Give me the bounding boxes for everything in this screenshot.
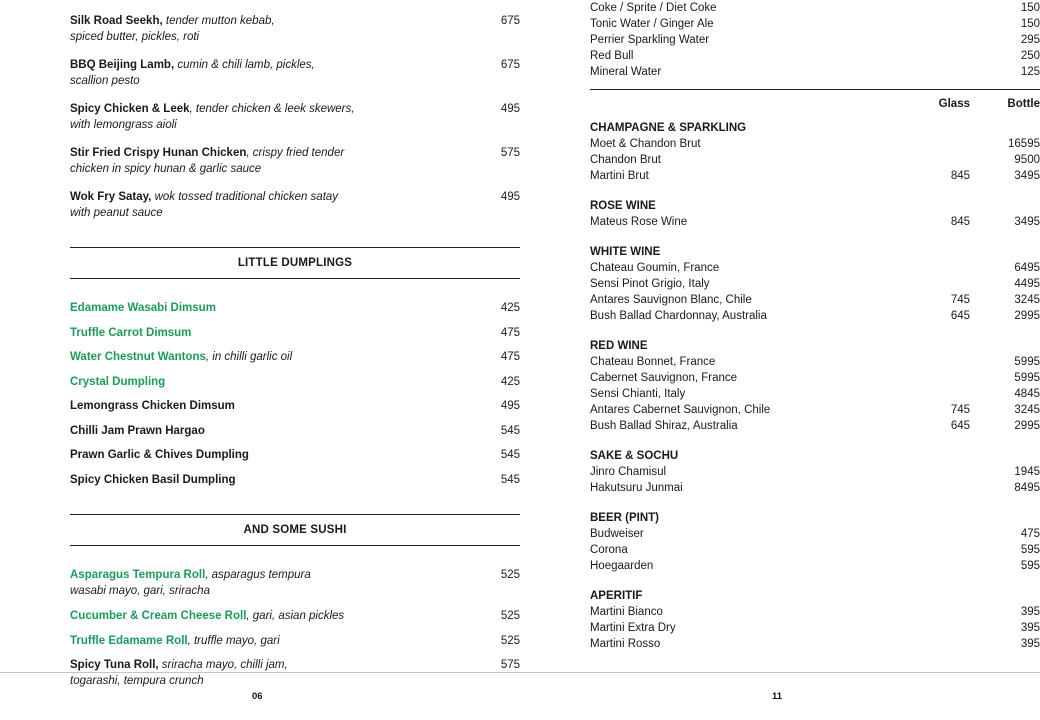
drink-name: Red Bull: [590, 50, 634, 62]
menu-item: [70, 473, 520, 489]
menu-item-description-line2: with peanut sauce: [70, 206, 163, 219]
menu-item-description-line2: scallion pesto: [70, 74, 140, 87]
drink-row: [590, 276, 1040, 292]
drink-name: Chateau Goumin, France: [590, 262, 720, 274]
column-header-name: [590, 98, 900, 110]
drink-bottle-price: 150: [1020, 18, 1040, 30]
menu-item-price: 525: [500, 610, 520, 622]
dumpling-item-list: [70, 301, 520, 488]
menu-item-name: Asparagus Tempura Roll: [70, 569, 206, 581]
drink-row: [590, 354, 1040, 370]
menu-item-price: 525: [500, 634, 520, 647]
section-header-dumplings: LITTLE DUMPLINGS: [70, 247, 520, 279]
menu-item: [70, 399, 520, 415]
menu-item: [70, 190, 520, 221]
drink-category-title: ROSE WINE: [590, 200, 656, 212]
menu-item: [70, 448, 520, 464]
menu-item-name: Cucumber & Cream Cheese Roll: [70, 610, 247, 622]
menu-item: [70, 326, 520, 342]
drink-name: Tonic Water / Ginger Ale: [590, 18, 714, 30]
menu-item-description-line2: chicken in spicy hunan & garlic sauce: [70, 162, 262, 175]
column-header-bottle: Bottle: [1007, 98, 1040, 110]
drink-sections: [590, 120, 1040, 652]
drink-bottle-price: 3245: [1014, 294, 1040, 306]
drink-bottle-price: 150: [1020, 2, 1040, 14]
menu-item: [70, 424, 520, 440]
drink-name: Chandon Brut: [590, 154, 661, 166]
drink-bottle-price: 1945: [1014, 466, 1040, 478]
drink-name: Mineral Water: [590, 66, 662, 78]
drink-bottle-price: 475: [1020, 528, 1040, 540]
menu-item-price: 495: [500, 400, 520, 412]
menu-item-text: [70, 326, 460, 342]
drink-row: [590, 636, 1040, 652]
menu-item-description: cumin & chili lamb, pickles,: [174, 59, 315, 71]
drink-glass-price: 845: [950, 216, 970, 228]
column-header-glass: Glass: [938, 98, 970, 110]
menu-item: [70, 658, 520, 689]
drink-row: [590, 48, 1040, 64]
section-header-sushi: AND SOME SUSHI: [70, 514, 520, 546]
drink-name: Antares Sauvignon Blanc, Chile: [590, 294, 752, 306]
drink-category-title: BEER (PINT): [590, 512, 659, 524]
drink-bottle-price: 595: [1020, 544, 1040, 556]
menu-item: [70, 375, 520, 391]
drink-category-title: CHAMPAGNE & SPARKLING: [590, 122, 747, 134]
menu-item-name: Stir Fried Crispy Hunan Chicken: [70, 147, 247, 159]
drink-row: [590, 464, 1040, 480]
drink-bottle-price: 3245: [1014, 404, 1040, 416]
drink-name: Martini Bianco: [590, 606, 663, 618]
drink-bottle-price: 6495: [1014, 262, 1040, 274]
menu-item-price: 575: [500, 659, 520, 671]
menu-item-text: [70, 568, 460, 599]
page-number-left: 06: [252, 691, 263, 702]
drink-name: Hoegaarden: [590, 560, 654, 572]
menu-item: [70, 634, 520, 650]
menu-item-name: BBQ Beijing Lamb,: [70, 59, 175, 71]
menu-item-text: [70, 424, 460, 440]
drink-row: [590, 402, 1040, 418]
drink-row: [590, 16, 1040, 32]
menu-item-price: 475: [500, 326, 520, 339]
drink-bottle-price: 295: [1020, 34, 1040, 46]
menu-item-description: , in chilli garlic oil: [205, 351, 293, 363]
menu-item-description: , crispy fried tender: [246, 147, 345, 159]
drink-name: Sensi Pinot Grigio, Italy: [590, 278, 710, 290]
menu-item-description: wok tossed traditional chicken satay: [151, 191, 339, 203]
drinks-table-header: [590, 90, 1040, 110]
drink-bottle-price: 4845: [1014, 388, 1040, 400]
menu-item-name: Silk Road Seekh,: [70, 15, 163, 27]
menu-item-name: Lemongrass Chicken Dimsum: [70, 400, 235, 412]
menu-item-name: Wok Fry Satay,: [70, 191, 152, 203]
menu-item: [70, 350, 520, 366]
drink-name: Perrier Sparkling Water: [590, 34, 710, 46]
menu-item-price: 575: [500, 147, 520, 159]
drink-bottle-price: 125: [1020, 66, 1040, 78]
drink-row: [590, 292, 1040, 308]
menu-item: [70, 58, 520, 89]
menu-item-text: [70, 473, 460, 489]
drink-name: Sensi Chianti, Italy: [590, 388, 686, 400]
drink-bottle-price: 250: [1020, 50, 1040, 62]
drink-glass-price: 745: [950, 404, 970, 416]
menu-item-description-line2: wasabi mayo, gari, sriracha: [70, 584, 210, 597]
menu-item: [70, 301, 520, 317]
drink-row: [590, 168, 1040, 184]
drink-name: Corona: [590, 544, 628, 556]
menu-item-name: Spicy Chicken Basil Dumpling: [70, 473, 236, 486]
menu-item-name: Edamame Wasabi Dimsum: [70, 302, 216, 314]
drink-row: [590, 386, 1040, 402]
menu-item-text: [70, 190, 460, 221]
menu-item-text: [70, 146, 460, 177]
menu-item-description: , asparagus tempura: [205, 569, 311, 581]
drink-row: [590, 260, 1040, 276]
menu-item-price: 495: [500, 191, 520, 203]
menu-item-text: [70, 58, 460, 89]
menu-item-description: , truffle mayo, gari: [187, 634, 280, 647]
menu-item-description-line2: spiced butter, pickles, roti: [70, 30, 200, 43]
drink-row: [590, 620, 1040, 636]
drink-row: [590, 370, 1040, 386]
left-menu-column: [70, 0, 520, 699]
soft-drinks-list: [590, 0, 1040, 80]
drink-bottle-price: 395: [1020, 622, 1040, 634]
drink-name: Coke / Sprite / Diet Coke: [590, 2, 717, 14]
drink-category-title: RED WINE: [590, 340, 648, 352]
menu-item-description-line2: with lemongrass aioli: [70, 118, 177, 131]
menu-item-description: , tender chicken & leek skewers,: [189, 103, 355, 115]
drink-category-title: SAKE & SOCHU: [590, 450, 679, 462]
menu-item-text: [70, 14, 460, 45]
sushi-item-list: [70, 568, 520, 689]
menu-item-text: [70, 399, 460, 415]
menu-item-price: 425: [500, 375, 520, 388]
drink-glass-price: 645: [950, 420, 970, 432]
drink-row: [590, 32, 1040, 48]
menu-item-price: 545: [500, 473, 520, 486]
menu-item-name: Truffle Carrot Dimsum: [70, 326, 192, 339]
drink-name: Martini Brut: [590, 170, 649, 182]
right-drinks-column: [590, 0, 1040, 652]
drink-name: Moet & Chandon Brut: [590, 138, 701, 150]
menu-item-price: 675: [500, 59, 520, 71]
drink-bottle-price: 5995: [1014, 356, 1040, 368]
drink-category-title: APERITIF: [590, 590, 643, 602]
drink-glass-price: 845: [950, 170, 970, 182]
menu-item-text: [70, 658, 460, 689]
menu-item-description: tender mutton kebab,: [162, 15, 275, 27]
drink-bottle-price: 395: [1020, 638, 1040, 650]
drink-row: [590, 0, 1040, 16]
drink-glass-price: 645: [950, 310, 970, 322]
drink-name: Bush Ballad Chardonnay, Australia: [590, 310, 767, 322]
drink-row: [590, 214, 1040, 230]
drink-bottle-price: 9500: [1014, 154, 1040, 166]
menu-item-price: 475: [500, 351, 520, 363]
drink-name: Antares Cabernet Sauvignon, Chile: [590, 404, 771, 416]
drink-bottle-price: 2995: [1014, 420, 1040, 432]
drink-row: [590, 480, 1040, 496]
drink-bottle-price: 4495: [1014, 278, 1040, 290]
menu-item-price: 425: [500, 302, 520, 314]
drink-row: [590, 604, 1040, 620]
menu-item-name: Prawn Garlic & Chives Dumpling: [70, 449, 249, 461]
menu-item-name: Spicy Tuna Roll,: [70, 659, 159, 671]
menu-item: [70, 14, 520, 45]
drink-name: Martini Extra Dry: [590, 622, 676, 634]
drink-bottle-price: 3495: [1014, 170, 1040, 182]
menu-item-text: [70, 634, 460, 650]
menu-item-text: [70, 102, 460, 133]
menu-item-name: Chilli Jam Prawn Hargao: [70, 424, 205, 437]
footer-divider: [0, 672, 1040, 673]
drink-name: Chateau Bonnet, France: [590, 356, 716, 368]
menu-item-description: sriracha mayo, chilli jam,: [158, 659, 288, 671]
menu-item-price: 525: [500, 569, 520, 581]
drink-row: [590, 526, 1040, 542]
menu-item-name: Truffle Edamame Roll: [70, 634, 188, 647]
menu-item-price: 495: [500, 103, 520, 115]
drink-name: Bush Ballad Shiraz, Australia: [590, 420, 738, 432]
menu-item-description: , gari, asian pickles: [246, 610, 345, 622]
menu-item: [70, 568, 520, 599]
menu-item-text: [70, 448, 460, 464]
drink-name: Mateus Rose Wine: [590, 216, 688, 228]
spacer: [70, 279, 520, 301]
menu-item-text: [70, 301, 460, 317]
drink-category-title: WHITE WINE: [590, 246, 661, 258]
drink-bottle-price: 8495: [1014, 482, 1040, 494]
drink-name: Cabernet Sauvignon, France: [590, 372, 738, 384]
drink-row: [590, 542, 1040, 558]
menu-item: [70, 146, 520, 177]
menu-item-text: [70, 375, 460, 391]
drink-bottle-price: 16595: [1008, 138, 1040, 150]
drink-bottle-price: 395: [1020, 606, 1040, 618]
drink-glass-price: 745: [950, 294, 970, 306]
drink-name: Jinro Chamisul: [590, 466, 667, 478]
drink-name: Hakutsuru Junmai: [590, 482, 683, 494]
menu-item-text: [70, 350, 460, 366]
page-number-right: 11: [772, 691, 783, 702]
drink-row: [590, 152, 1040, 168]
menu-item: [70, 102, 520, 133]
drink-bottle-price: 3495: [1014, 216, 1040, 228]
spacer: [70, 546, 520, 568]
food-item-list: [70, 14, 520, 221]
menu-item-price: 545: [500, 449, 520, 461]
drink-bottle-price: 595: [1020, 560, 1040, 572]
menu-item-price: 545: [500, 424, 520, 437]
drink-name: Budweiser: [590, 528, 644, 540]
drink-bottle-price: 2995: [1014, 310, 1040, 322]
drink-row: [590, 136, 1040, 152]
menu-item: [70, 609, 520, 625]
drink-row: [590, 558, 1040, 574]
drink-row: [590, 64, 1040, 80]
menu-item-name: Water Chestnut Wantons: [70, 351, 206, 363]
menu-item-price: 675: [500, 15, 520, 27]
menu-item-name: Spicy Chicken & Leek: [70, 103, 190, 115]
drink-bottle-price: 5995: [1014, 372, 1040, 384]
menu-item-description-line2: togarashi, tempura crunch: [70, 674, 204, 687]
menu-item-name: Crystal Dumpling: [70, 375, 166, 388]
drink-row: [590, 418, 1040, 434]
drink-row: [590, 308, 1040, 324]
menu-item-text: [70, 609, 460, 625]
drink-name: Martini Rosso: [590, 638, 661, 650]
